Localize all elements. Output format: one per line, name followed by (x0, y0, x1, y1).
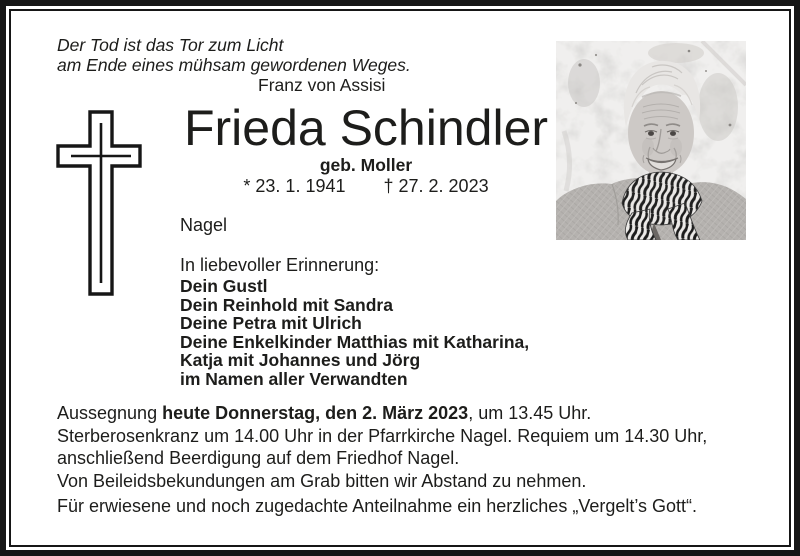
life-dates (150, 175, 582, 197)
service-line-2: Sterberosenkranz um 14.00 Uhr in der Pfarrkirche Nagel. Requiem um 14.30 Uhr, (57, 425, 708, 446)
place-name: Nagel (180, 215, 228, 235)
service-line-1-prefix: Aussegnung (57, 403, 163, 423)
memoriam-intro: In liebevoller Erinnerung: (180, 255, 380, 275)
mourner-line: Dein Gustl (180, 276, 268, 296)
mourner-line: Dein Reinhold mit Sandra (180, 294, 393, 315)
mourner-line: Deine Petra mit Ulrich (180, 313, 362, 334)
death-date: † 27. 2. 2023 (383, 176, 489, 196)
service-line-1 (57, 402, 707, 425)
mourner-line: Deine Enkelkinder Matthias mit Katharina, (180, 331, 530, 352)
condolence-note: Von Beileidsbekundungen am Grab bitten wir Abstand zu nehmen. (57, 471, 587, 491)
cross-icon (56, 110, 142, 298)
opening-quote (57, 35, 411, 75)
mourner-line: im Namen aller Verwandten (180, 368, 408, 389)
birth-date: * 23. 1. 1941 (243, 176, 346, 196)
service-announcement (57, 402, 707, 470)
deceased-name: Frieda Schindler (183, 100, 549, 156)
portrait-photo (556, 41, 746, 240)
mourners-list (180, 277, 529, 389)
quote-line-2: am Ende eines mühsam gewordenen Weges. (57, 55, 411, 75)
thanks-note: Für erwiesene und noch zugedachte Anteilnahme ein herzliches „Vergelt’s Gott“. (57, 496, 698, 516)
maiden-name: geb. Moller (319, 155, 413, 175)
mourner-line: Katja mit Johannes und Jörg (180, 350, 421, 371)
service-line-1-bold: heute Donnerstag, den 2. März 2023 (162, 403, 469, 423)
service-line-3: anschließend Beerdigung auf dem Friedhof Nagel. (57, 448, 460, 469)
quote-line-1: Der Tod ist das Tor zum Licht (57, 35, 284, 55)
service-line-1-suffix: , um 13.45 Uhr. (468, 403, 592, 423)
quote-attribution: Franz von Assisi (258, 75, 386, 95)
